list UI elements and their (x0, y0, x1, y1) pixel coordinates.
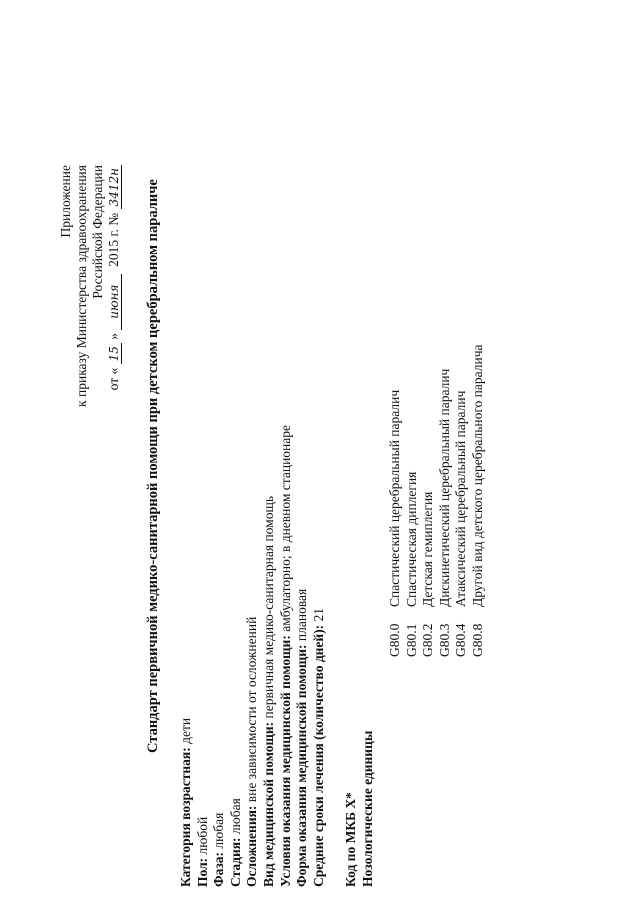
list-item: G80.8 Другой вид детского церебрального паралича (469, 344, 485, 657)
appendix-title: Приложение (58, 165, 73, 238)
date-day: 15 (108, 343, 122, 364)
meta-row: Форма оказания медицинской помощи: плановая (294, 588, 310, 887)
meta-row: Стадия: любая (227, 798, 243, 887)
date-month: июня (108, 274, 122, 330)
list-item: G80.1 Спастическая диплегия (403, 471, 419, 657)
appendix-date-line (106, 165, 122, 407)
mkb-code-list (387, 345, 487, 658)
meta-row: Осложнения: вне зависимости от осложнений (244, 616, 260, 887)
nosology-label: Нозологические единицы (359, 730, 375, 887)
list-item: G80.4 Атаксический церебральный паралич (453, 390, 469, 657)
meta-row: Средние сроки лечения (количество дней): 21 (310, 607, 326, 887)
date-year: 2015 г. № (106, 212, 121, 267)
meta-row: Вид медицинской помощи: первичная медико-санитарная помощь (260, 495, 276, 887)
date-mid: » (106, 332, 121, 340)
date-prefix: от « (106, 367, 121, 391)
meta-row: Категория возрастная: дети (178, 717, 193, 887)
appendix-block (58, 165, 122, 407)
mkb-code-label: Код по МКБ X* (343, 792, 358, 887)
page-title: Стандарт первичной медико-санитарной помощи при детском церебральном параличе (145, 179, 161, 753)
meta-row: Фаза: любая (211, 812, 227, 887)
meta-row: Условия оказания медицинской помощи: амбулаторно; в дневном стационаре (277, 424, 293, 887)
list-item: G80.3 Дискинетический церебральный паралич (436, 368, 452, 657)
meta-row: Пол: любой (194, 816, 210, 887)
list-item: G80.0 Спастический церебральный паралич (387, 389, 402, 657)
order-number: 3412н (108, 165, 122, 209)
appendix-ministry-line: Российской Федерации (90, 165, 105, 299)
meta-block (178, 425, 327, 887)
mkb-labels (343, 731, 376, 887)
appendix-order-line: к приказу Министерства здравоохранения (74, 165, 89, 407)
list-item: G80.2 Детская гемиплегия (420, 491, 436, 657)
